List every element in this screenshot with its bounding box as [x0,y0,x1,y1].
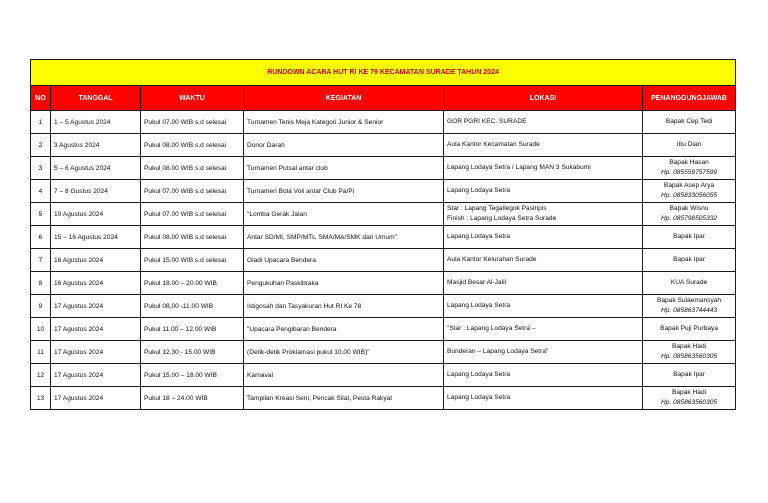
table-row [31,387,736,410]
pj-name: Bapak Ipar [673,256,705,263]
pj-name: Bapak Sulaemansyah [656,297,722,304]
cell-kegiatan: "Lomba Gerak Jalan [244,203,444,226]
lokasi-line: GOR PGRI KEC. SURADE [447,118,527,125]
cell-waktu: Pukul 12.30 - 15.00 WIB [141,341,244,364]
cell-waktu: Pukul 07.00 WIB s.d selesai [141,111,244,134]
cell-lokasi [444,157,643,180]
cell-waktu: Pukul 08.00 -11.00 WIB [141,295,244,318]
rundown-sheet [30,59,735,410]
pj-name: Ibu Dian [676,141,702,148]
lokasi-line: Bunderan – Lapang Lodaya Setra" [447,348,549,355]
cell-waktu: Pukul 15.00 WIB s.d selesai [141,249,244,272]
header-kegiatan: KEGIATAN [244,86,444,111]
pj-name: Bapak Ipar [673,233,705,240]
cell-kegiatan: (Detik-detik Proklamasi pukul 10.00 WIB)" [244,341,444,364]
cell-lokasi [444,111,643,134]
header-lokasi: LOKASI [444,86,643,111]
cell-kegiatan: Turnamen Bola Voli antar Club Pa/Pi [244,180,444,203]
header-waktu: WAKTU [141,86,244,111]
table-row [31,249,736,272]
cell-penanggungjawab [643,272,736,295]
lokasi-line: Lapang Lodaya Setra [447,371,511,378]
lokasi-line: Aula Kantor Kecamatan Surade [447,141,540,148]
cell-lokasi [444,226,643,249]
cell-no: 10 [31,318,51,341]
cell-lokasi [444,203,643,226]
cell-no: 11 [31,341,51,364]
cell-penanggungjawab [643,341,736,364]
pj-name: Bapak Cep Tedi [665,118,713,125]
table-row [31,226,736,249]
cell-lokasi [444,318,643,341]
cell-penanggungjawab [643,249,736,272]
lokasi-line: Lapang Lodaya Setra [447,233,511,240]
cell-tanggal: 7 – 8 Gustus 2024 [51,180,141,203]
cell-kegiatan: Turnamen Tenis Meja Kategori Junior & Senior [244,111,444,134]
cell-lokasi [444,387,643,410]
table-row [31,272,736,295]
pj-name: Bapak Hadi [671,343,707,350]
table-row [31,111,736,134]
lokasi-line: Masjid Besar Al-Jalil [447,279,506,286]
pj-name: Bapak Puji Purbaya [660,325,718,332]
lokasi-line: Lapang Lodaya Setra / Lapang MAN 3 Sukabumi [447,164,591,171]
cell-penanggungjawab [643,134,736,157]
cell-no: 1 [31,111,51,134]
lokasi-line: Lapang Lodaya Setra [447,394,511,401]
cell-tanggal: 17 Agustus 2024 [51,364,141,387]
table-row [31,203,736,226]
table-row [31,134,736,157]
cell-tanggal: 1 – 5 Agustus 2024 [51,111,141,134]
pj-phone: Hp. 085559757599 [660,169,718,176]
pj-phone: Hp. 085833056055 [660,192,718,199]
cell-no: 4 [31,180,51,203]
cell-tanggal: 16 Agustus 2024 [51,249,141,272]
cell-waktu: Pukul 08.00 WIB s.d selesai [141,157,244,180]
lokasi-line: "Star : Lapang Lodaya Setra – [447,325,536,332]
cell-no: 7 [31,249,51,272]
pj-name: KUA Surade [670,279,708,286]
cell-waktu: Pukul 18.00 – 20.00 WIB [141,272,244,295]
table-row [31,157,736,180]
table-row [31,318,736,341]
cell-penanggungjawab [643,318,736,341]
header-tanggal: TANGGAL [51,86,141,111]
cell-penanggungjawab [643,180,736,203]
lokasi-line: Aula Kantor Kelurahan Surade [447,256,537,263]
cell-lokasi [444,180,643,203]
cell-lokasi [444,134,643,157]
cell-penanggungjawab [643,387,736,410]
pj-phone: Hp. 085863560305 [660,353,718,360]
table-row [31,295,736,318]
pj-name: Bapak Hadi [671,389,707,396]
cell-waktu: Pukul 07.00 WIB s.d selesai [141,180,244,203]
cell-lokasi [444,249,643,272]
pj-name: Bapak Hasan [669,159,709,166]
cell-waktu: Pukul 11.00 – 12.00 WIB [141,318,244,341]
cell-kegiatan: Istigosah dan Tasyakuran Hut RI Ke 78 [244,295,444,318]
cell-kegiatan: Donor Darah [244,134,444,157]
cell-kegiatan: Tampilan Kreasi Seni, Pencak Silat, Pesta Rakyat [244,387,444,410]
cell-kegiatan: Pengukuhan Paskibraka [244,272,444,295]
pj-name: Bapak Asep Arya [663,182,715,189]
cell-no: 13 [31,387,51,410]
table-row [31,180,736,203]
cell-no: 8 [31,272,51,295]
cell-tanggal: 15 – 16 Agustus 2024 [51,226,141,249]
pj-phone: Hp. 085863560305 [660,399,718,406]
cell-kegiatan: Turnamen Putsal antar club [244,157,444,180]
pj-name: Bapak Wisnu [669,205,709,212]
cell-no: 12 [31,364,51,387]
cell-kegiatan: Karnaval [244,364,444,387]
cell-kegiatan: "Upacara Pengibaran Bendera [244,318,444,341]
cell-tanggal: 5 – 6 Agustus 2024 [51,157,141,180]
cell-penanggungjawab [643,364,736,387]
cell-penanggungjawab [643,226,736,249]
cell-kegiatan: Antar SD/MI, SMP/MTs, SMA/MA/SMK dan Umum" [244,226,444,249]
cell-waktu: Pukul 15.00 – 18.00 WIB [141,364,244,387]
table-title: RUNDOWN ACARA HUT RI KE 79 KECAMATAN SURADE TAHUN 2024 [31,60,736,86]
cell-lokasi [444,341,643,364]
cell-no: 2 [31,134,51,157]
cell-tanggal: 17 Agustus 2024 [51,318,141,341]
rundown-table [30,59,736,410]
cell-kegiatan: Gladi Upacara Bendera [244,249,444,272]
header-no: NO [31,86,51,111]
header-penanggungjawab: PENANGGUNGJAWAB [643,86,736,111]
cell-no: 5 [31,203,51,226]
cell-tanggal: 16 Agustus 2024 [51,272,141,295]
cell-lokasi [444,295,643,318]
cell-waktu: Pukul 08.00 WIB s.d selesai [141,226,244,249]
cell-penanggungjawab [643,203,736,226]
table-row [31,364,736,387]
cell-no: 3 [31,157,51,180]
cell-penanggungjawab [643,295,736,318]
cell-waktu: Pukul 18 – 24.00 WIB [141,387,244,410]
lokasi-line: Star : Lapang Tegallegok Pasiripis [447,205,547,212]
cell-no: 6 [31,226,51,249]
cell-penanggungjawab [643,157,736,180]
lokasi-line: Lapang Lodaya Setra [447,302,511,309]
cell-tanggal: 17 Agustus 2024 [51,295,141,318]
pj-phone: Hp. 085863744443 [660,307,718,314]
cell-lokasi [444,364,643,387]
title-row [31,60,736,86]
cell-tanggal: 10 Agustus 2024 [51,203,141,226]
header-row [31,86,736,111]
cell-tanggal: 3 Agustus 2024 [51,134,141,157]
pj-name: Bapak Ipar [673,371,705,378]
table-body [31,111,736,410]
cell-tanggal: 17 Agustus 2024 [51,341,141,364]
cell-tanggal: 17 Agustus 2024 [51,387,141,410]
cell-waktu: Pukul 08.00 WIB s.d selesai [141,134,244,157]
table-row [31,341,736,364]
cell-no: 9 [31,295,51,318]
cell-lokasi [444,272,643,295]
cell-penanggungjawab [643,111,736,134]
pj-phone: Hp. 085798505332 [660,215,718,222]
lokasi-line: Lapang Lodaya Setra [447,187,511,194]
lokasi-line: Finish : Lapang Lodaya Setra Surade [447,215,557,222]
cell-waktu: Pukul 07.00 WIB s.d selesai [141,203,244,226]
